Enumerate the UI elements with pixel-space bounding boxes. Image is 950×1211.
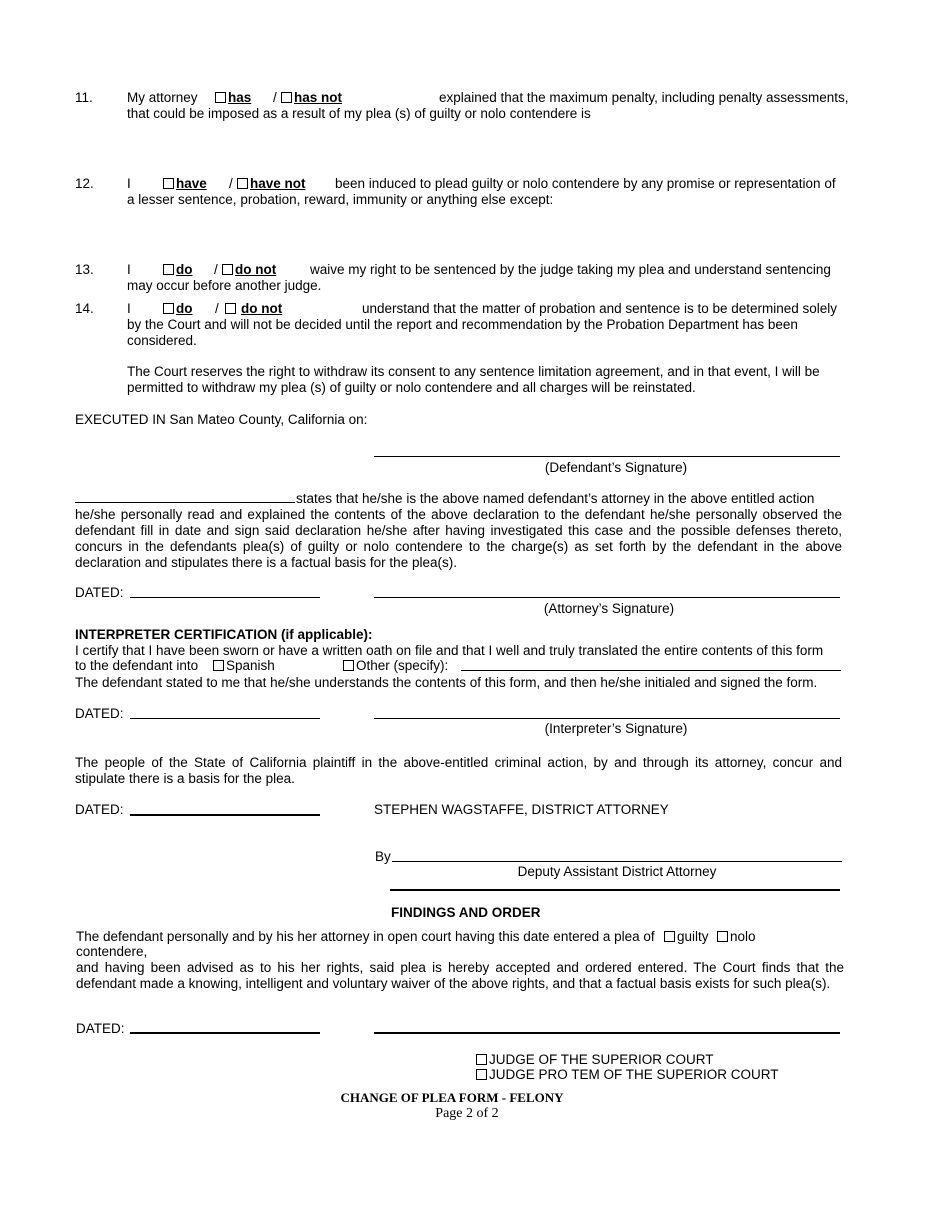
- item-11-option-has[interactable]: has: [215, 90, 251, 106]
- item-13-text2: may occur before another judge.: [127, 278, 322, 293]
- item-14-option-do[interactable]: do: [163, 301, 193, 317]
- item-13-number: 13.: [75, 262, 94, 277]
- findings-nolo-option[interactable]: nolo: [717, 929, 756, 945]
- checkbox[interactable]: [717, 931, 728, 942]
- checkbox[interactable]: [163, 264, 174, 275]
- defendant-signature-label: (Defendant’s Signature): [544, 460, 688, 475]
- by-label: By: [375, 849, 391, 864]
- interpreter-line-3: The defendant stated to me that he/she understands the contents of this form, and then he/she initialed and signed the form.: [75, 675, 818, 690]
- dated-line-1[interactable]: [130, 597, 320, 598]
- item-14-text3: considered.: [127, 333, 197, 348]
- item-11-text: explained that the maximum penalty, including penalty assessments,: [439, 90, 849, 105]
- executed-line: EXECUTED IN San Mateo County, California on:: [75, 412, 368, 427]
- findings-guilty-option[interactable]: guilty: [664, 929, 709, 945]
- item-11-sep: /: [273, 90, 277, 105]
- checkbox[interactable]: [237, 178, 248, 189]
- checkbox[interactable]: [476, 1054, 487, 1065]
- dated-label-2: DATED:: [75, 706, 124, 721]
- checkbox[interactable]: [225, 303, 236, 314]
- checkbox[interactable]: [343, 660, 354, 671]
- interpreter-spanish-option[interactable]: Spanish: [213, 658, 275, 674]
- item-13-option-do[interactable]: do: [163, 262, 193, 278]
- item-13-prefix: I: [127, 262, 131, 277]
- checkbox[interactable]: [215, 92, 226, 103]
- da-name: STEPHEN WAGSTAFFE, DISTRICT ATTORNEY: [374, 802, 669, 817]
- interpreter-other-line[interactable]: [461, 670, 841, 671]
- dated-label-3: DATED:: [75, 802, 124, 817]
- attorney-signature-label: (Attorney’s Signature): [543, 601, 675, 616]
- checkbox[interactable]: [476, 1069, 487, 1080]
- interpreter-heading: INTERPRETER CERTIFICATION (if applicable):: [75, 627, 373, 642]
- item-12-prefix: I: [127, 176, 131, 191]
- findings-line-2: contendere,: [76, 944, 148, 959]
- interpreter-signature-label: (Interpreter’s Signature): [544, 721, 688, 736]
- item-13-text: waive my right to be sentenced by the judge taking my plea and understand sentencing: [310, 262, 831, 277]
- interpreter-signature-line[interactable]: [374, 718, 840, 719]
- item-12-text2: a lesser sentence, probation, reward, immunity or anything else except:: [127, 192, 554, 207]
- item-14-text2: by the Court and will not be decided until the report and recommendation by the Probation Department has been: [127, 317, 798, 332]
- checkbox[interactable]: [213, 660, 224, 671]
- findings-paragraph: and having been advised as to his her rights, said plea is hereby accepted and ordered entered. The Court finds that the defendant made a knowing, intelligent and voluntary waiver of the above rights, and that a factual basis exists for such plea(s).: [76, 960, 844, 991]
- item-11-prefix: My attorney: [127, 90, 198, 105]
- deputy-label: Deputy Assistant District Attorney: [517, 864, 717, 879]
- item-12-option-have[interactable]: have: [163, 176, 207, 192]
- checkbox[interactable]: [281, 92, 292, 103]
- judge-pro-tem-option[interactable]: JUDGE PRO TEM OF THE SUPERIOR COURT: [476, 1067, 779, 1083]
- attorney-paragraph-first: states that he/she is the above named defendant’s attorney in the above entitled action: [296, 491, 815, 506]
- interpreter-line-1: I certify that I have been sworn or have a written oath on file and that I well and truly translated the entire contents of this form: [75, 643, 824, 658]
- checkbox[interactable]: [222, 264, 233, 275]
- judge-signature-line[interactable]: [374, 1032, 840, 1034]
- dated-line-2[interactable]: [130, 718, 320, 719]
- item-12-sep: /: [229, 176, 233, 191]
- attorney-name-line[interactable]: [75, 502, 295, 503]
- item-12-number: 12.: [75, 176, 94, 191]
- attorney-paragraph: he/she personally read and explained the contents of the above declaration to the defendant he/she personally observed the defendant fill in date and sign said declaration he/she after having investigated this case and the possible defenses thereto, concurs in the defendants plea(s) of guilty or nolo contendere to the charge(s) as set forth by the defendant in the above declaration and stipulates there is a factual basis for the plea(s).: [75, 507, 842, 570]
- divider-line: [390, 889, 840, 891]
- reserve-paragraph: The Court reserves the right to withdraw its consent to any sentence limitation agreement, and in that event, I will be permitted to withdraw my plea (s) of guilty or nolo contendere and all charges will be reinstated.: [127, 364, 820, 395]
- findings-heading: FINDINGS AND ORDER: [391, 905, 541, 920]
- item-14-prefix: I: [127, 301, 131, 316]
- interpreter-line-2-prefix: to the defendant into: [75, 658, 199, 673]
- footer-page: Page 2 of 2: [435, 1106, 499, 1121]
- item-14-option-do-not[interactable]: do not: [225, 301, 282, 317]
- item-13-sep: /: [214, 262, 218, 277]
- item-13-option-do-not[interactable]: do not: [222, 262, 276, 278]
- dated-line-4[interactable]: [130, 1032, 320, 1034]
- item-11-number: 11.: [75, 90, 93, 105]
- item-11-option-has-not[interactable]: has not: [281, 90, 342, 106]
- dated-line-3[interactable]: [130, 814, 320, 816]
- interpreter-other-option[interactable]: Other (specify):: [343, 658, 448, 674]
- attorney-signature-line[interactable]: [374, 597, 840, 598]
- people-paragraph: The people of the State of California plaintiff in the above-entitled criminal action, by and through its attorney, concur and stipulate there is a basis for the plea.: [75, 755, 842, 786]
- findings-line-1: The defendant personally and by his her attorney in open court having this date entered a plea of: [76, 929, 655, 944]
- item-14-sep: /: [215, 301, 219, 316]
- item-12-option-have-not[interactable]: have not: [237, 176, 306, 192]
- defendant-signature-line[interactable]: [374, 456, 840, 457]
- item-12-text: been induced to plead guilty or nolo contendere by any promise or representation of: [335, 176, 836, 191]
- item-14-text: understand that the matter of probation and sentence is to be determined solely: [362, 301, 838, 316]
- by-signature-line[interactable]: [392, 861, 842, 862]
- checkbox[interactable]: [163, 178, 174, 189]
- footer-title: CHANGE OF PLEA FORM - FELONY: [340, 1090, 564, 1105]
- checkbox[interactable]: [664, 931, 675, 942]
- item-11-text2: that could be imposed as a result of my plea (s) of guilty or nolo contendere is: [127, 106, 591, 121]
- checkbox[interactable]: [163, 303, 174, 314]
- dated-label-4: DATED:: [76, 1021, 125, 1036]
- item-14-number: 14.: [75, 301, 94, 316]
- dated-label-1: DATED:: [75, 585, 124, 600]
- judge-superior-option[interactable]: JUDGE OF THE SUPERIOR COURT: [476, 1052, 714, 1068]
